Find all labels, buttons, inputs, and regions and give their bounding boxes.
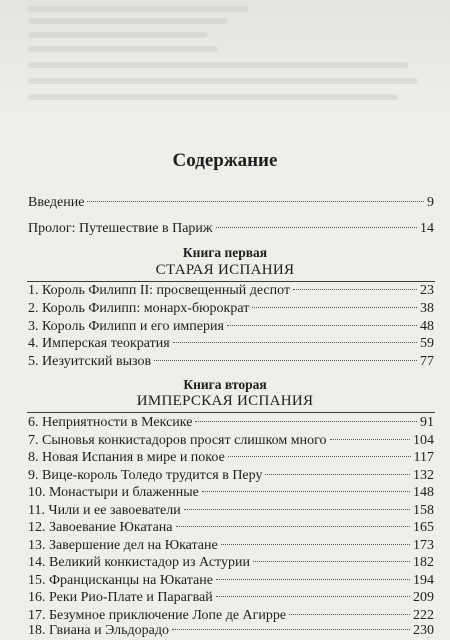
entry-title: 11. Чили и ее завоеватели xyxy=(28,503,181,518)
entry-page: 59 xyxy=(420,336,434,351)
dot-leader xyxy=(87,201,424,202)
dot-leader xyxy=(176,526,410,527)
entry-page: 23 xyxy=(420,283,434,298)
toc-entry[interactable] xyxy=(28,572,434,590)
toc-entry[interactable] xyxy=(28,220,434,238)
entry-page: 104 xyxy=(413,433,434,448)
dot-leader xyxy=(289,614,410,615)
entry-title: 8. Новая Испания в мире и покое xyxy=(28,450,225,465)
entry-page: 48 xyxy=(420,319,434,334)
toc-entry[interactable] xyxy=(28,589,434,607)
entry-page: 222 xyxy=(413,608,434,623)
book-two-rule xyxy=(27,412,435,413)
entry-title: 3. Король Филипп и его империя xyxy=(28,319,224,334)
entry-page: 158 xyxy=(413,503,434,518)
dot-leader xyxy=(216,579,410,580)
entry-page: 77 xyxy=(420,354,434,369)
entry-title: 16. Реки Рио-Плате и Парагвай xyxy=(28,590,213,605)
entry-page: 194 xyxy=(413,573,434,588)
toc-entry[interactable] xyxy=(28,282,434,300)
dot-leader xyxy=(154,360,417,361)
dot-leader xyxy=(195,421,417,422)
entry-page: 182 xyxy=(413,555,434,570)
entry-title: 13. Завершение дел на Юкатане xyxy=(28,538,218,553)
entry-page: 38 xyxy=(420,301,434,316)
toc-entry[interactable] xyxy=(28,414,434,432)
entry-title: 1. Король Филипп II: просвещенный деспот xyxy=(28,283,291,298)
entry-page: 230 xyxy=(413,623,434,638)
entry-page: 9 xyxy=(427,195,434,210)
entry-title: Введение xyxy=(28,195,85,210)
toc-entry[interactable] xyxy=(28,300,434,318)
toc-entry[interactable] xyxy=(28,537,434,555)
toc-entry[interactable] xyxy=(28,449,434,467)
toc-entry[interactable] xyxy=(28,432,434,450)
entry-title: 6. Неприятности в Мексике xyxy=(28,415,193,430)
toc-entry[interactable] xyxy=(28,519,434,537)
entry-title: 14. Великий конкистадор из Астурии xyxy=(28,555,250,570)
dot-leader xyxy=(253,561,410,562)
toc-entry[interactable] xyxy=(28,554,434,572)
entry-title: Пролог: Путешествие в Париж xyxy=(28,221,213,236)
dot-leader xyxy=(221,544,410,545)
entry-title: 17. Безумное приключение Лопе де Агирре xyxy=(28,608,287,623)
book-one-label: Книга первая xyxy=(182,245,268,260)
toc-entry[interactable] xyxy=(28,194,434,212)
toc-title: Содержание xyxy=(172,150,278,171)
dot-leader xyxy=(228,456,411,457)
dot-leader xyxy=(216,227,417,228)
entry-page: 91 xyxy=(420,415,434,430)
dot-leader xyxy=(172,629,410,630)
toc-entry[interactable] xyxy=(28,467,434,485)
dot-leader xyxy=(173,342,417,343)
entry-title: 18. Гвиана и Эльдорадо xyxy=(28,623,169,638)
dot-leader xyxy=(265,474,410,475)
book-one-title: СТАРАЯ ИСПАНИЯ xyxy=(155,262,295,278)
book-two-title: ИМПЕРСКАЯ ИСПАНИЯ xyxy=(136,393,314,409)
entry-title: 15. Францисканцы на Юкатане xyxy=(28,573,213,588)
toc-entry[interactable] xyxy=(28,484,434,502)
dot-leader xyxy=(227,325,417,326)
dot-leader xyxy=(330,439,410,440)
dot-leader xyxy=(202,491,410,492)
entry-page: 14 xyxy=(420,221,434,236)
entry-title: 7. Сыновья конкистадоров просят слишком много xyxy=(28,433,327,448)
entry-page: 148 xyxy=(413,485,434,500)
entry-title: 9. Вице-король Толедо трудится в Перу xyxy=(28,468,263,483)
entry-title: 12. Завоевание Юкатана xyxy=(28,520,173,535)
toc-entry[interactable] xyxy=(28,318,434,336)
entry-page: 209 xyxy=(413,590,434,605)
entry-page: 173 xyxy=(413,538,434,553)
entry-title: 5. Иезуитский вызов xyxy=(28,354,152,369)
dot-leader xyxy=(293,289,417,290)
entry-page: 117 xyxy=(413,450,434,465)
entry-page: 132 xyxy=(413,468,434,483)
dot-leader xyxy=(184,509,410,510)
book-two-label: Книга вторая xyxy=(183,377,267,392)
entry-title: 4. Имперская теократия xyxy=(28,336,170,351)
entry-page: 165 xyxy=(413,520,434,535)
toc-entry[interactable] xyxy=(28,622,434,640)
entry-title: 2. Король Филипп: монарх-бюрократ xyxy=(28,301,250,316)
toc-entry[interactable] xyxy=(28,502,434,520)
dot-leader xyxy=(252,307,417,308)
dot-leader xyxy=(216,596,410,597)
entry-title: 10. Монастыри и блаженные xyxy=(28,485,199,500)
toc-entry[interactable] xyxy=(28,335,434,353)
toc-entry[interactable] xyxy=(28,353,434,371)
